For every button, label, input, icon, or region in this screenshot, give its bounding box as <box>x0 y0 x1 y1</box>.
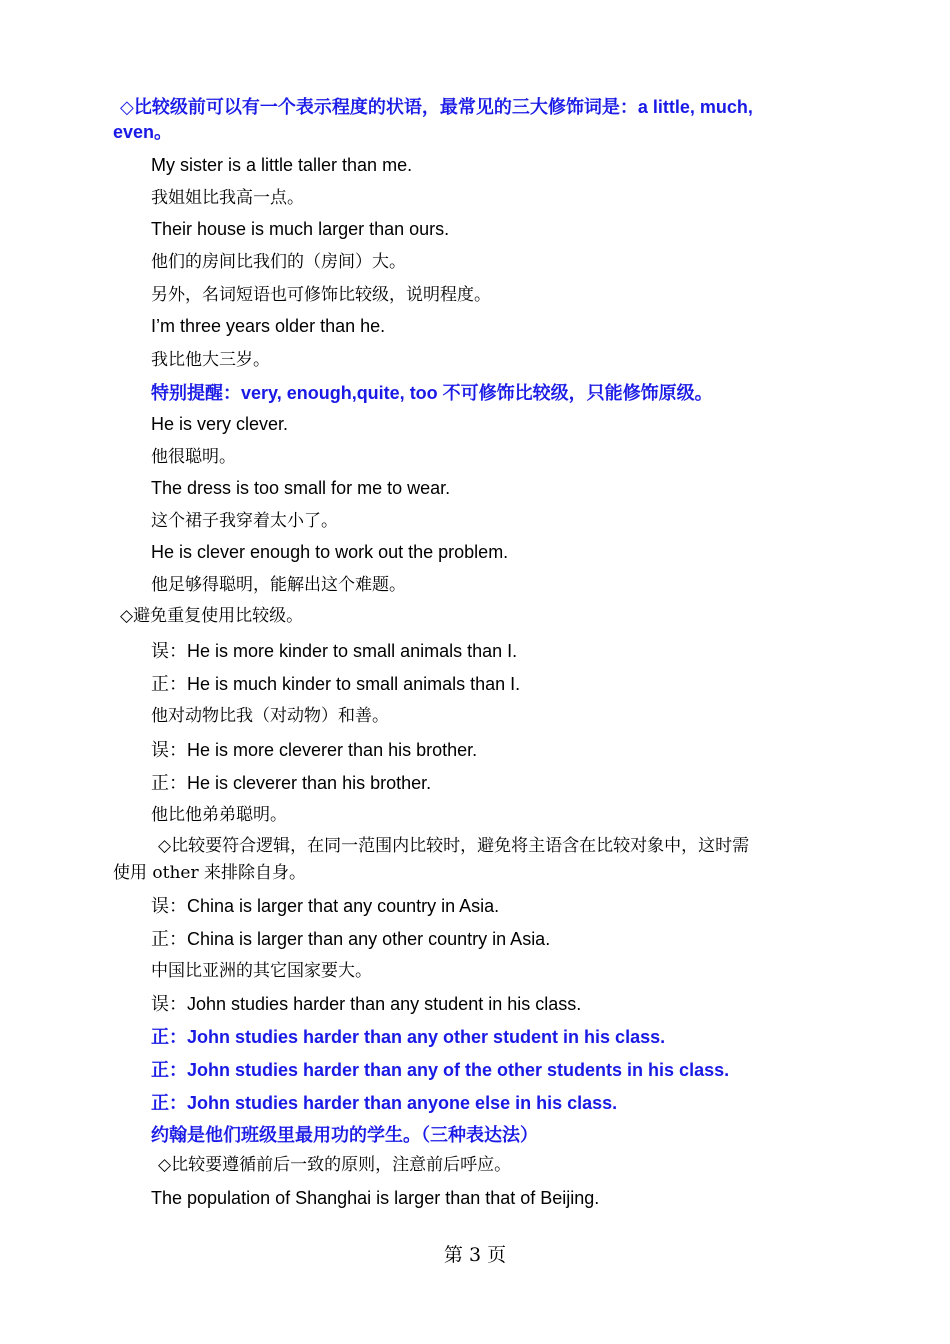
example-zh: 他足够得聪明，能解出这个难题。 <box>151 575 406 595</box>
correct-example: 正：China is larger than any other country in Asia. <box>151 929 551 949</box>
example-zh: 中国比亚洲的其它国家要大。 <box>151 961 372 981</box>
special-reminder: 特别提醒：very, enough,quite, too 不可修饰比较级，只能修饰原级。 <box>151 383 713 403</box>
wrong-example: 误：John studies harder than any student in his class. <box>151 994 582 1014</box>
section-heading: ◇避免重复使用比较级。 <box>120 606 304 626</box>
example-en: My sister is a little taller than me. <box>151 155 413 175</box>
correct-example: 正：John studies harder than any other student in his class. <box>151 1027 666 1047</box>
section-heading: ◇比较要遵循前后一致的原则，注意前后呼应。 <box>158 1155 512 1175</box>
example-en: I’m three years older than he. <box>151 316 386 336</box>
heading-modifiers: ◇比较级前可以有一个表示程度的状语，最常见的三大修饰词是：a little, much, <box>120 97 753 117</box>
example-zh: 我比他大三岁。 <box>151 350 270 370</box>
wrong-example: 误：He is more cleverer than his brother. <box>151 740 478 760</box>
section-heading-cont: 使用 other 来排除自身。 <box>113 863 307 883</box>
example-en: The dress is too small for me to wear. <box>151 478 451 498</box>
example-en: Their house is much larger than ours. <box>151 219 450 239</box>
heading-modifiers-cont: even。 <box>113 122 173 142</box>
example-zh: 他们的房间比我们的（房间）大。 <box>151 252 406 272</box>
correct-example: 正：He is much kinder to small animals than I. <box>151 674 521 694</box>
wrong-example: 误：China is larger that any country in Asia. <box>151 896 500 916</box>
example-en: He is clever enough to work out the problem. <box>151 542 509 562</box>
example-zh: 他对动物比我（对动物）和善。 <box>151 706 389 726</box>
wrong-example: 误：He is more kinder to small animals than I. <box>151 641 518 661</box>
page-number: 第 3 页 <box>443 1244 507 1266</box>
correct-example: 正：John studies harder than any of the other students in his class. <box>151 1060 730 1080</box>
correct-example: 正：John studies harder than anyone else in his class. <box>151 1093 618 1113</box>
example-zh: 这个裙子我穿着太小了。 <box>151 511 338 531</box>
section-heading: ◇比较要符合逻辑，在同一范围内比较时，避免将主语含在比较对象中，这时需 <box>158 836 750 856</box>
example-zh-bold: 约翰是他们班级里最用功的学生。（三种表达法） <box>151 1125 538 1145</box>
correct-example: 正：He is cleverer than his brother. <box>151 773 432 793</box>
example-zh: 他很聪明。 <box>151 447 236 467</box>
example-zh: 我姐姐比我高一点。 <box>151 188 304 208</box>
example-en: He is very clever. <box>151 414 289 434</box>
example-zh: 他比他弟弟聪明。 <box>151 805 287 825</box>
example-en: The population of Shanghai is larger than that of Beijing. <box>151 1188 600 1208</box>
note-zh: 另外，名词短语也可修饰比较级，说明程度。 <box>151 285 491 305</box>
